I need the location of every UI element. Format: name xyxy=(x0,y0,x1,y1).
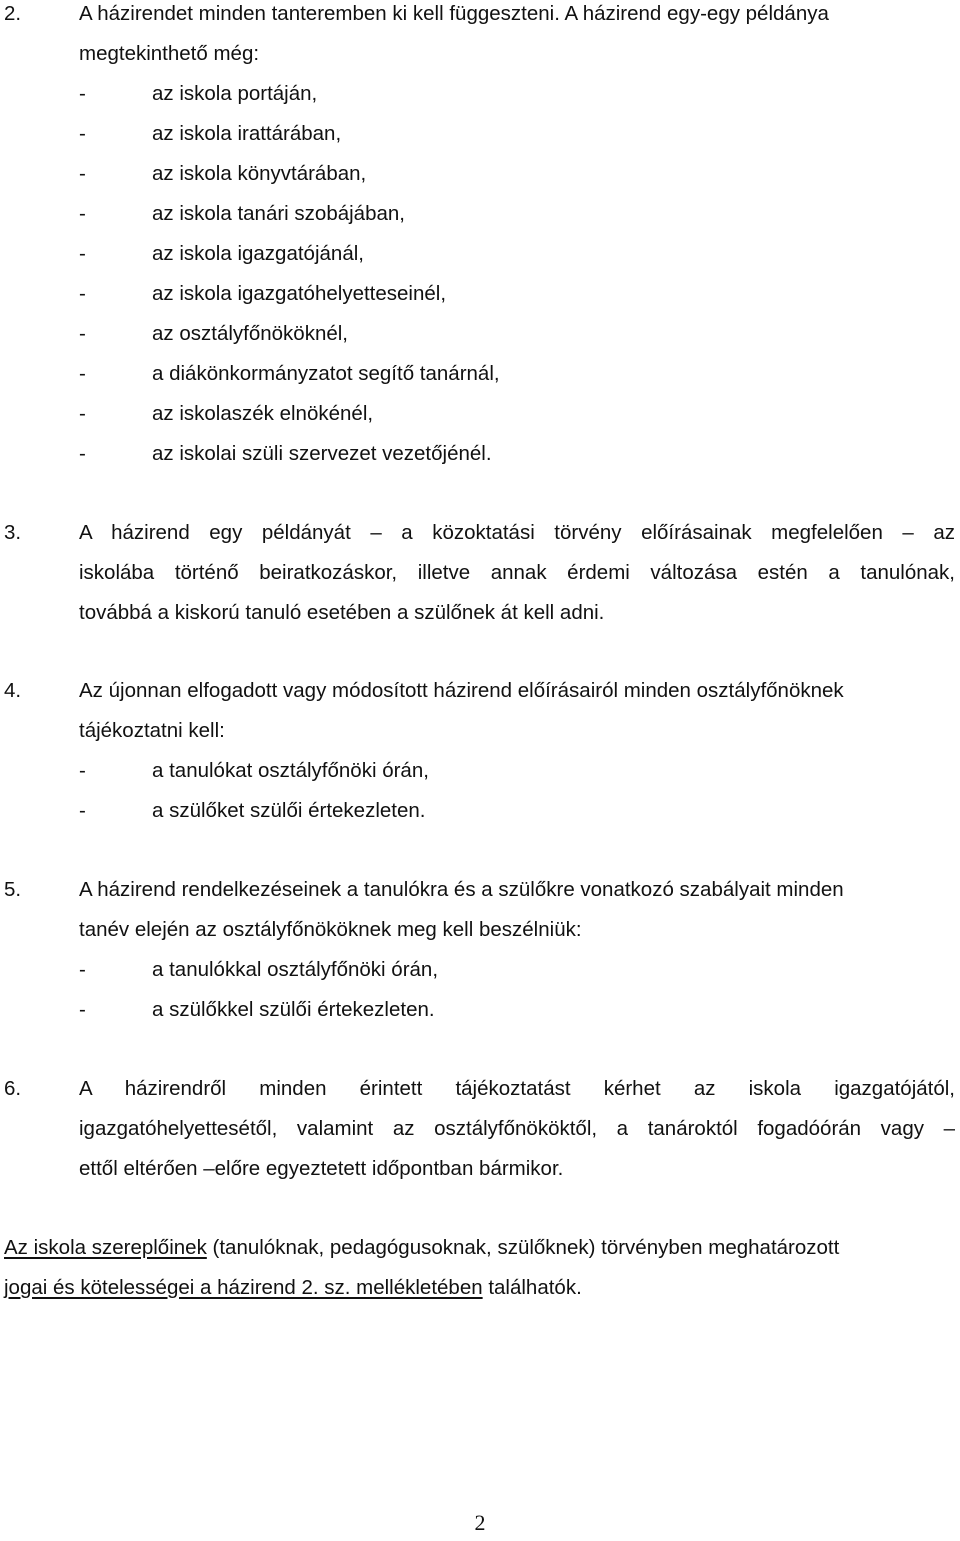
closing-text xyxy=(4,1268,582,1308)
bullet-text: a tanulókkal osztályfőnöki órán, xyxy=(152,958,439,981)
item-2-line-1 xyxy=(0,0,960,34)
bullet-line xyxy=(0,751,960,791)
item-text: továbbá a kiskorú tanuló esetében a szülőnek át kell adni. xyxy=(79,601,605,624)
bullet-line xyxy=(0,791,960,831)
item-text: igazgatóhelyettesétől, valamint az osztályfőnököktől, a tanároktól fogadóórán vagy – xyxy=(79,1117,955,1140)
dash-marker: - xyxy=(79,402,86,425)
bullet-text: az iskolaszék elnökénél, xyxy=(152,402,374,425)
bullet-text: az iskola könyvtárában, xyxy=(152,162,367,185)
item-text: tanév elején az osztályfőnököknek meg kell beszélniük: xyxy=(79,918,582,941)
bullet-line xyxy=(0,154,960,194)
dash-marker: - xyxy=(79,998,86,1021)
section-item-2 xyxy=(0,0,960,474)
dash-marker: - xyxy=(79,799,86,822)
item-3-line-3 xyxy=(0,593,960,633)
dash-marker: - xyxy=(79,162,86,185)
item-number: 4. xyxy=(4,679,22,702)
item-2-line-2 xyxy=(0,34,960,74)
item-5-line-2 xyxy=(0,910,960,950)
item-text: A házirendről minden érintett tájékoztatást kérhet az iskola igazgatójától, xyxy=(79,1077,955,1100)
dash-marker: - xyxy=(79,958,86,981)
section-item-6 xyxy=(0,1069,960,1189)
closing-text xyxy=(4,1228,839,1268)
bullet-line xyxy=(0,354,960,394)
item-3-line-1 xyxy=(0,513,960,553)
item-6-line-2 xyxy=(0,1109,960,1149)
item-number: 2. xyxy=(4,2,22,25)
underlined-phrase: jogai és kötelességei a házirend 2. sz. mellékletében xyxy=(4,1276,483,1299)
closing-rest: (tanulóknak, pedagógusoknak, szülőknek) törvényben meghatározott xyxy=(206,1236,840,1259)
item-4-line-2 xyxy=(0,711,960,751)
page-number: 2 xyxy=(474,1510,486,1535)
bullet-text: a szülőkkel szülői értekezleten. xyxy=(152,998,435,1021)
bullet-line xyxy=(0,394,960,434)
section-item-3 xyxy=(0,513,960,633)
bullet-text: az iskola portáján, xyxy=(152,82,318,105)
item-4-line-1 xyxy=(0,671,960,711)
bullet-text: a szülőket szülői értekezleten. xyxy=(152,799,426,822)
bullet-line xyxy=(0,194,960,234)
closing-rest: találhatók. xyxy=(482,1276,582,1299)
bullet-line xyxy=(0,274,960,314)
item-number: 5. xyxy=(4,878,22,901)
item-5-line-1 xyxy=(0,870,960,910)
section-item-4 xyxy=(0,671,960,831)
bullet-text: az iskola tanári szobájában, xyxy=(152,202,405,225)
bullet-text: az iskola igazgatójánál, xyxy=(152,242,364,265)
bullet-line xyxy=(0,234,960,274)
item-number: 6. xyxy=(4,1077,22,1100)
item-text: A házirend egy példányát – a közoktatási törvény előírásainak megfelelően – az xyxy=(79,521,955,544)
dash-marker: - xyxy=(79,362,86,385)
closing-paragraph xyxy=(0,1228,960,1308)
dash-marker: - xyxy=(79,759,86,782)
bullet-text: az iskolai szüli szervezet vezetőjénél. xyxy=(152,442,492,465)
bullet-text: a diákönkormányzatot segítő tanárnál, xyxy=(152,362,500,385)
dash-marker: - xyxy=(79,82,86,105)
item-text: A házirend rendelkezéseinek a tanulókra és a szülőkre vonatkozó szabályait minden xyxy=(79,878,844,901)
bullet-text: az iskola irattárában, xyxy=(152,122,342,145)
bullet-text: az iskola igazgatóhelyetteseinél, xyxy=(152,282,447,305)
item-text: Az újonnan elfogadott vagy módosított házirend előírásairól minden osztályfőnöknek xyxy=(79,679,844,702)
dash-marker: - xyxy=(79,202,86,225)
bullet-line xyxy=(0,990,960,1030)
item-text: tájékoztatni kell: xyxy=(79,719,225,742)
section-item-5 xyxy=(0,870,960,1030)
dash-marker: - xyxy=(79,242,86,265)
item-text: A házirendet minden tanteremben ki kell függeszteni. A házirend egy-egy példánya xyxy=(79,2,829,25)
item-6-line-3 xyxy=(0,1149,960,1189)
item-3-line-2 xyxy=(0,553,960,593)
underlined-phrase: Az iskola szereplőinek xyxy=(4,1236,207,1259)
bullet-line xyxy=(0,950,960,990)
closing-line-2 xyxy=(0,1268,960,1308)
dash-marker: - xyxy=(79,282,86,305)
item-text: megtekinthető még: xyxy=(79,42,260,65)
bullet-line xyxy=(0,434,960,474)
bullet-text: az osztályfőnököknél, xyxy=(152,322,349,345)
item-number: 3. xyxy=(4,521,22,544)
bullet-line xyxy=(0,114,960,154)
dash-marker: - xyxy=(79,322,86,345)
item-6-line-1 xyxy=(0,1069,960,1109)
dash-marker: - xyxy=(79,442,86,465)
item-text: ettől eltérően –előre egyeztetett időpontban bármikor. xyxy=(79,1157,564,1180)
dash-marker: - xyxy=(79,122,86,145)
bullet-line xyxy=(0,314,960,354)
bullet-text: a tanulókat osztályfőnöki órán, xyxy=(152,759,429,782)
bullet-line xyxy=(0,74,960,114)
closing-line-1 xyxy=(0,1228,960,1268)
item-text: iskolába történő beiratkozáskor, illetve annak érdemi változása estén a tanulónak, xyxy=(79,561,955,584)
